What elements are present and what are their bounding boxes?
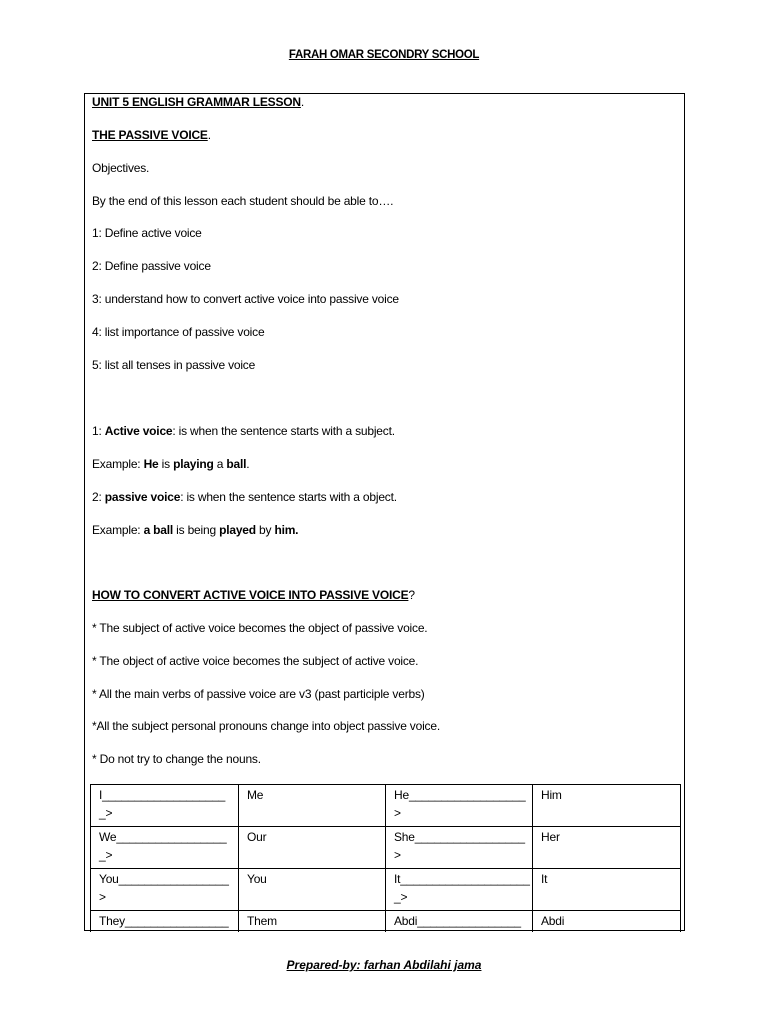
subject-pronoun-cell: Abdi________________ [386,911,533,933]
cell-text: He__________________ [394,788,526,802]
pronoun-table [90,784,681,932]
object-pronoun-cell: Abdi [533,911,681,933]
cell-text: You_________________ [99,872,229,886]
example-text: . [246,457,250,471]
objective-item: 3: understand how to convert active voice into passive voice [92,292,399,306]
passive-voice-definition [92,490,397,504]
prepared-by: Prepared-by: farhan Abdilahi jama [286,958,482,972]
conversion-rule: * The object of active voice becomes the subject of active voice. [92,654,419,668]
active-voice-definition [92,424,395,438]
objectives-intro: By the end of this lesson each student should be able to…. [92,194,394,208]
cell-arrow: > [99,890,106,904]
example-text: is being [173,523,220,537]
objective-item: 1: Define active voice [92,226,202,240]
subject-pronoun-cell [91,785,239,827]
objective-item: 4: list importance of passive voice [92,325,265,339]
cell-arrow: _> [99,806,113,820]
conversion-rule: *All the subject personal pronouns change into object passive voice. [92,719,440,733]
passive-num: 2: [92,490,105,504]
object-pronoun-cell: Our [239,827,386,869]
table-row [91,827,681,869]
object-pronoun-cell: Him [533,785,681,827]
unit-title: UNIT 5 ENGLISH GRAMMAR LESSON [92,95,301,109]
example-word: ball [226,457,247,471]
cell-arrow: _> [99,848,113,862]
example-word: played [219,523,256,537]
example-word: him. [274,523,299,537]
subject-pronoun-cell [386,827,533,869]
cell-arrow: > [394,806,401,820]
conversion-heading-line [92,588,415,602]
unit-title-suffix: . [300,95,305,109]
cell-text: She_________________ [394,830,525,844]
object-pronoun-cell: You [239,869,386,911]
example-word: He [143,457,159,471]
example-label: Example: [92,457,144,471]
topic-title: THE PASSIVE VOICE [92,128,208,142]
active-term: Active voice [104,424,173,438]
cell-text: It____________________ [394,872,530,886]
topic-title-line [92,128,211,142]
cell-arrow: _> [394,890,408,904]
objective-item: 5: list all tenses in passive voice [92,358,256,372]
example-text: a [213,457,227,471]
unit-title-line [92,95,304,109]
object-pronoun-cell: Me [239,785,386,827]
subject-pronoun-cell [91,827,239,869]
active-def: : is when the sentence starts with a subject. [172,424,395,438]
table-row [91,911,681,933]
passive-def: : is when the sentence starts with a object. [180,490,397,504]
subject-pronoun-cell: They________________ [91,911,239,933]
table-row [91,785,681,827]
example-text: by [255,523,275,537]
example-text: is [158,457,174,471]
conversion-heading: HOW TO CONVERT ACTIVE VOICE INTO PASSIVE VOICE [92,588,409,602]
active-num: 1: [92,424,105,438]
subject-pronoun-cell [91,869,239,911]
conversion-rule: * Do not try to change the nouns. [92,752,261,766]
cell-text: I___________________ [99,788,226,802]
example-word: playing [173,457,214,471]
objective-item: 2: Define passive voice [92,259,211,273]
object-pronoun-cell: It [533,869,681,911]
example-word: a ball [143,523,174,537]
example-label: Example: [92,523,144,537]
table-row [91,869,681,911]
cell-arrow: > [394,848,401,862]
passive-term: passive voice [104,490,181,504]
objectives-label: Objectives. [92,161,150,175]
object-pronoun-cell: Her [533,827,681,869]
object-pronoun-cell: Them [239,911,386,933]
conversion-heading-suffix: ? [408,588,415,602]
conversion-rule: * The subject of active voice becomes the object of passive voice. [92,621,428,635]
school-title: FARAH OMAR SECONDRY SCHOOL [288,49,480,61]
subject-pronoun-cell [386,785,533,827]
active-voice-example [92,457,249,471]
topic-title-suffix: . [207,128,211,142]
passive-voice-example [92,523,298,537]
subject-pronoun-cell [386,869,533,911]
cell-text: We_________________ [99,830,227,844]
conversion-rule: * All the main verbs of passive voice are v3 (past participle verbs) [92,687,425,701]
